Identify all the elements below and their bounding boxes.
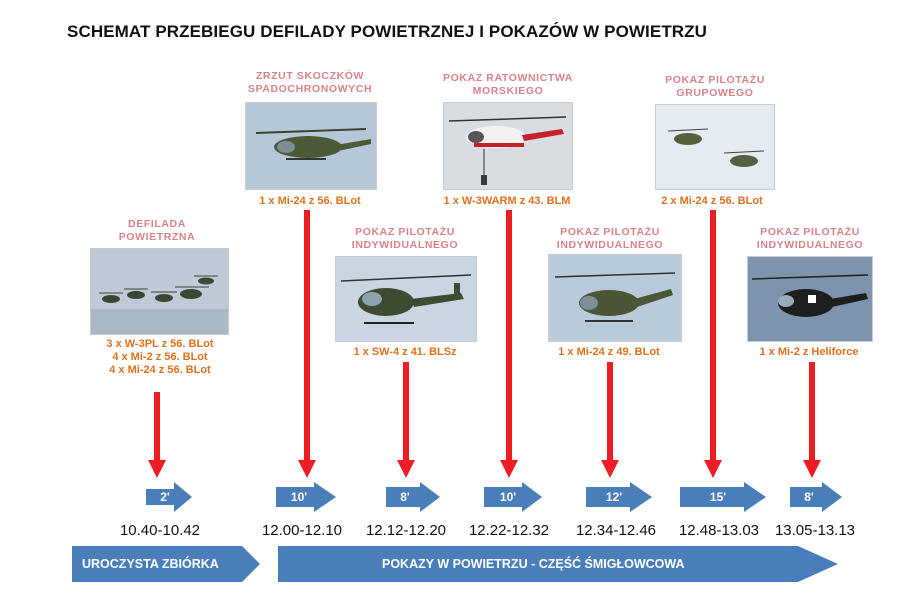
event-title-ratownictwo: POKAZ RATOWNICTWA MORSKIEGO (443, 72, 573, 97)
time-zrzut: 12.00-12.10 (261, 522, 343, 539)
event-title-zrzut: ZRZUT SKOCZKÓW SPADOCHRONOWYCH (247, 70, 373, 95)
event-caption-grupowy: 2 x Mi-24 z 56. BLot (661, 195, 763, 207)
red-arrow-sw4 (394, 362, 418, 480)
photo-mi2-heliforce (747, 256, 873, 342)
band-uroczysta-zbiorka (72, 546, 262, 587)
photo-mi24-pair (655, 104, 775, 190)
photo-sw4 (335, 256, 477, 342)
duration-arrow-ratownictwo (484, 482, 542, 517)
page-title: SCHEMAT PRZEBIEGU DEFILADY POWIETRZNEJ I POKAZÓW W POWIETRZU (67, 22, 708, 41)
duration-arrow-mi2 (790, 482, 842, 517)
photo-helicopter-formation (90, 248, 229, 335)
red-arrow-grupowy (701, 210, 725, 480)
event-caption-sw4: 1 x SW-4 z 41. BLSz (353, 346, 457, 358)
time-sw4: 12.12-12.20 (365, 522, 447, 539)
red-arrow-zrzut (295, 210, 319, 480)
event-title-mi24-indyw: POKAZ PILOTAŻU INDYWIDUALNEGO (556, 226, 664, 251)
time-defilada: 10.40-10.42 (119, 522, 201, 539)
band-pokazy (278, 546, 840, 587)
band-label-left: UROCZYSTA ZBIÓRKA (82, 557, 219, 571)
duration-arrow-zrzut (276, 482, 336, 517)
band-label-right: POKAZY W POWIETRZU - CZĘŚĆ ŚMIGŁOWCOWA (382, 557, 685, 571)
duration-arrow-sw4 (386, 482, 440, 517)
red-arrow-mi2 (800, 362, 824, 480)
red-arrow-ratownictwo (497, 210, 521, 480)
duration-label: 2' (160, 490, 170, 504)
event-title-mi2: POKAZ PILOTAŻU INDYWIDUALNEGO (756, 226, 864, 251)
event-title-sw4: POKAZ PILOTAŻU INDYWIDUALNEGO (351, 226, 459, 251)
event-title-defilada: DEFILADA POWIETRZNA (118, 218, 196, 243)
event-caption-mi24-indyw: 1 x Mi-24 z 49. BLot (558, 346, 660, 358)
red-arrow-mi24-indyw (598, 362, 622, 480)
duration-label: 15' (709, 490, 727, 504)
time-grupowy: 12.48-13.03 (678, 522, 760, 539)
time-mi24-indyw: 12.34-12.46 (575, 522, 657, 539)
photo-w3warm (443, 102, 573, 190)
duration-label: 8' (804, 490, 814, 504)
event-caption-defilada: 3 x W-3PL z 56. BLot 4 x Mi-2 z 56. BLot 4 x Mi-24 z 56. BLot (106, 338, 214, 376)
time-ratownictwo: 12.22-12.32 (468, 522, 550, 539)
duration-arrow-defilada (146, 482, 192, 517)
duration-arrow-mi24-indyw (586, 482, 652, 517)
red-arrow-defilada (145, 392, 169, 480)
event-caption-zrzut: 1 x Mi-24 z 56. BLot (259, 195, 361, 207)
duration-label: 8' (400, 490, 410, 504)
duration-label: 10' (290, 490, 308, 504)
photo-mi24-jumpers (245, 102, 377, 190)
duration-arrow-grupowy (680, 482, 766, 517)
event-caption-ratownictwo: 1 x W-3WARM z 43. BLM (443, 195, 571, 207)
time-mi2: 13.05-13.13 (774, 522, 856, 539)
duration-label: 12' (605, 490, 623, 504)
event-title-grupowy: POKAZ PILOTAŻU GRUPOWEGO (665, 74, 765, 99)
duration-label: 10' (499, 490, 517, 504)
photo-mi24-solo (548, 254, 682, 342)
event-caption-mi2: 1 x Mi-2 z Heliforce (759, 346, 859, 358)
